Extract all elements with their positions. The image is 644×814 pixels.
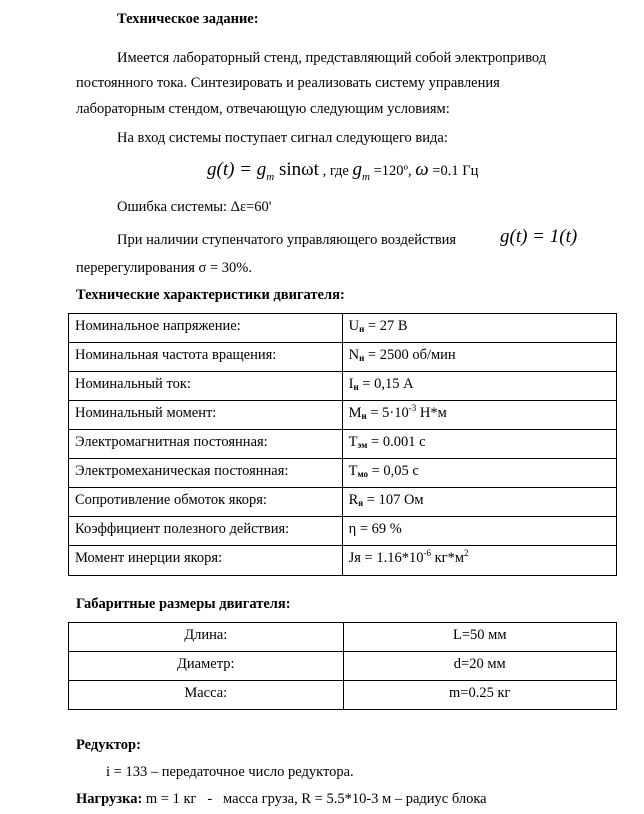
dimension-label: Длина: <box>69 623 344 652</box>
spec-symbol: R <box>348 492 359 508</box>
spec-row <box>69 343 617 372</box>
load-label: Нагрузка: <box>76 791 143 807</box>
spec-row <box>69 430 617 459</box>
motor-specs-table <box>68 313 617 576</box>
task-paragraph-line-3: лабораторным стендом, отвечающую следующим условиям: <box>76 101 450 117</box>
spec-symbol: N <box>348 347 360 363</box>
spec-symbol-sub: я <box>358 498 364 508</box>
spec-value-cell <box>342 343 616 372</box>
spec-value: = 0.001 с <box>367 434 426 450</box>
input-signal-formula <box>207 159 478 183</box>
spec-exponent: -3 <box>408 403 417 413</box>
spec-value-cell <box>342 314 616 343</box>
step-input-line-1: При наличии ступенчатого управляющего воздействия <box>117 232 457 248</box>
task-heading: Техническое задание: <box>117 11 259 27</box>
reducer-ratio: i = 133 – передаточное число редуктора. <box>106 764 354 780</box>
dimension-label: Масса: <box>69 681 344 710</box>
spec-symbol-sub: н <box>359 353 365 363</box>
spec-label: Сопротивление обмоток якоря: <box>69 488 343 517</box>
spec-label: Номинальный ток: <box>69 372 343 401</box>
spec-unit: кг*м <box>430 550 465 566</box>
load-line <box>76 791 487 808</box>
spec-value-cell <box>342 401 616 430</box>
spec-unit: Н*м <box>416 405 447 421</box>
spec-value-cell <box>342 430 616 459</box>
system-error: Ошибка системы: Δε=60' <box>117 199 272 215</box>
spec-value: = 2500 об/мин <box>364 347 456 363</box>
task-paragraph-line-1: Имеется лабораторный стенд, представляющий собой электропривод <box>117 50 547 66</box>
step-input-formula: g(t) = 1(t) <box>500 226 578 247</box>
dimension-value: m=0.25 кг <box>343 681 617 710</box>
spec-value-cell <box>342 459 616 488</box>
spec-value-cell <box>342 372 616 401</box>
spec-value: = 0,15 А <box>358 376 414 392</box>
spec-exponent: -6 <box>423 548 431 558</box>
dimension-value: L=50 мм <box>343 623 617 652</box>
spec-symbol-sub: н <box>353 382 359 392</box>
spec-label: Момент инерции якоря: <box>69 546 343 576</box>
spec-symbol: I <box>348 376 354 392</box>
load-text: m = 1 кг - масса груза, R = 5.5*10-3 м – радиус блока <box>142 791 487 807</box>
spec-row <box>69 372 617 401</box>
spec-row <box>69 459 617 488</box>
spec-row <box>69 314 617 343</box>
spec-value: = 1.16*10 <box>360 550 424 566</box>
formula-gm: g <box>352 159 362 180</box>
spec-row <box>69 517 617 546</box>
formula-omega-value: =0.1 Гц <box>428 163 479 179</box>
input-signal-intro: На вход системы поступает сигнал следующего вида: <box>117 130 448 146</box>
spec-row <box>69 488 617 517</box>
formula-rhs: sinωt <box>274 159 319 180</box>
spec-symbol: T <box>348 463 358 479</box>
spec-label: Электромеханическая постоянная: <box>69 459 343 488</box>
spec-value: = 69 % <box>356 521 402 537</box>
dimension-row <box>69 681 617 710</box>
formula-gm-value: =120º, <box>369 163 416 179</box>
spec-label: Электромагнитная постоянная: <box>69 430 343 459</box>
spec-symbol-sub: мо <box>357 469 368 479</box>
spec-label: Номинальная частота вращения: <box>69 343 343 372</box>
spec-label: Номинальный момент: <box>69 401 343 430</box>
spec-unit-exponent: 2 <box>464 548 469 558</box>
spec-value-cell <box>342 488 616 517</box>
spec-symbol-sub: эм <box>357 440 368 450</box>
dimension-label: Диаметр: <box>69 652 344 681</box>
spec-row <box>69 546 617 576</box>
dimensions-heading: Габаритные размеры двигателя: <box>76 596 291 612</box>
spec-symbol: η <box>348 521 357 537</box>
dimensions-table <box>68 622 617 710</box>
formula-lhs-sub: m <box>266 170 275 183</box>
spec-symbol: Jя <box>348 550 361 566</box>
spec-value: = 0,05 с <box>367 463 419 479</box>
formula-where: , где <box>318 163 353 179</box>
task-paragraph-line-2: постоянного тока. Синтезировать и реализовать систему управления <box>76 75 500 91</box>
spec-value: = 27 В <box>364 318 408 334</box>
formula-gm-sub: m <box>361 170 370 183</box>
spec-symbol-sub: н <box>359 324 365 334</box>
dimension-row <box>69 652 617 681</box>
spec-symbol: U <box>348 318 360 334</box>
formula-omega: ω <box>415 159 429 180</box>
spec-label: Номинальное напряжение: <box>69 314 343 343</box>
spec-symbol-sub: н <box>361 411 367 421</box>
spec-symbol: T <box>348 434 358 450</box>
dimension-row <box>69 623 617 652</box>
spec-value-cell <box>342 546 616 576</box>
reducer-heading: Редуктор: <box>76 737 141 753</box>
spec-value-cell <box>342 517 616 546</box>
formula-lhs: g(t) = g <box>207 159 267 180</box>
spec-value: = 107 Ом <box>363 492 424 508</box>
dimension-value: d=20 мм <box>343 652 617 681</box>
step-input-line-2: перерегулирования σ = 30%. <box>76 260 252 276</box>
spec-row <box>69 401 617 430</box>
spec-symbol: M <box>348 405 362 421</box>
spec-label: Коэффициент полезного действия: <box>69 517 343 546</box>
motor-specs-heading: Технические характеристики двигателя: <box>76 287 345 303</box>
spec-value: = 5·10 <box>366 405 409 421</box>
